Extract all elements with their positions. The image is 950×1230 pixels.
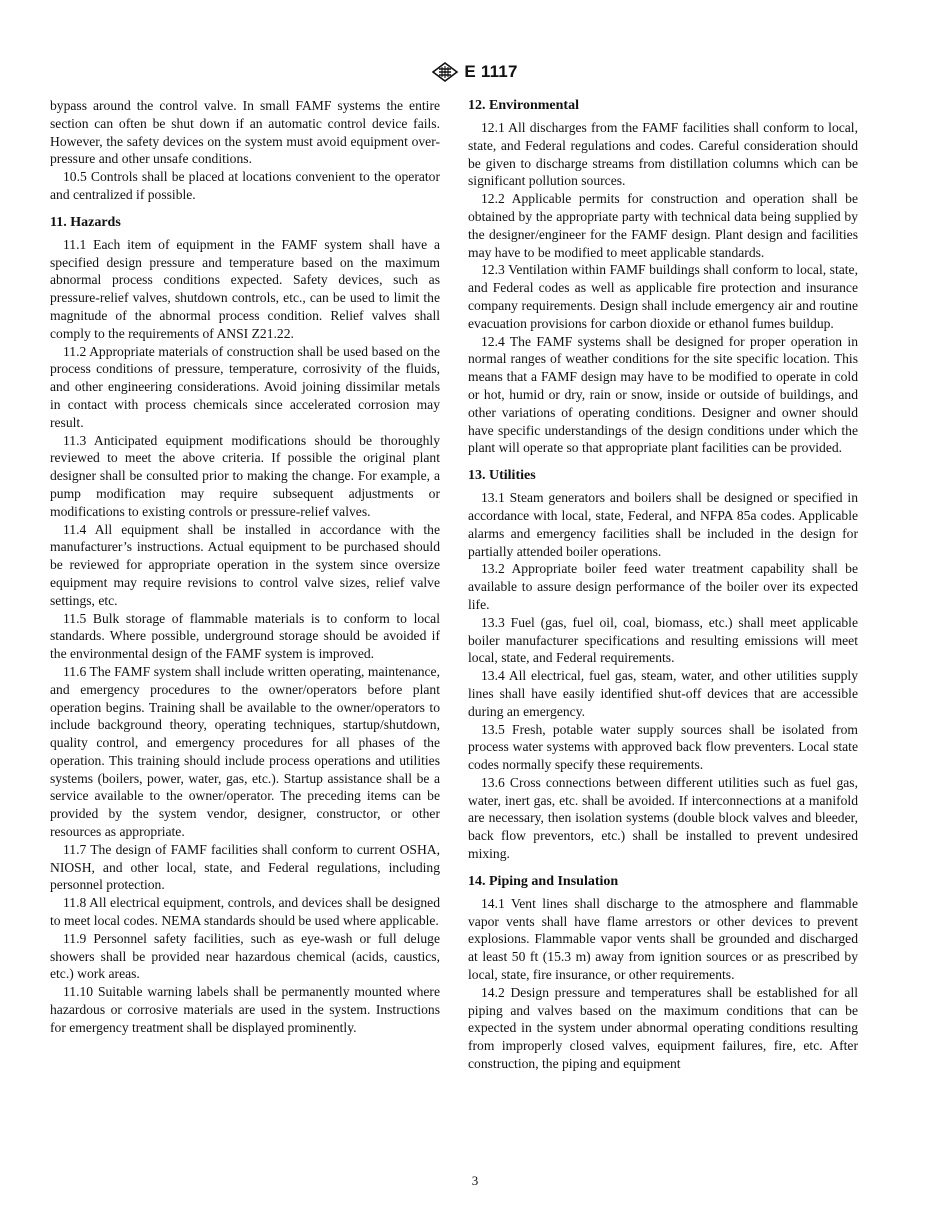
section-heading-13: 13. Utilities: [468, 468, 536, 484]
paragraph-13-6: 13.6 Cross connections between different utilities such as fuel gas, water, inert gas, etc. shall be avoided. If interconnections at a manifold are necessary, then isolation systems (double block valves and bleeder, back flow preventors, etc.) shall be installed to prevent undesired mixing.: [468, 774, 858, 862]
paragraph-bypass: bypass around the control valve. In small FAMF systems the entire section can often be shut down if an automatic control device fails. However, the safety devices on the system must avoid equipment over-pressure and other unsafe conditions.: [50, 98, 440, 167]
paragraph-11-4: 11.4 All equipment shall be installed in accordance with the manufacturer’s instructions. Actual equipment to be purchased should be reviewed for appropriate operation in the system since oversize equipment may require revisions to control valve sizes, relief valve settings, etc.: [50, 521, 440, 608]
paragraph-11-1: 11.1 Each item of equipment in the FAMF system shall have a specified design pressure and temperature based on the maximum abnormal process conditions expected. Safety devices, such as pressure-relief valves, shutdown controls, etc., can be used to limit the magnitude of the abnormal process condition. Relief valves shall comply to the requirements of ANSI Z21.22.: [50, 236, 440, 341]
paragraph-13-2: 13.2 Appropriate boiler feed water treatment capability shall be available to assure design performance of the boiler over its expected life.: [468, 561, 858, 612]
section-heading-12: 12. Environmental: [468, 98, 579, 113]
page-header: [0, 62, 950, 82]
paragraph-12-3: 12.3 Ventilation within FAMF buildings shall conform to local, state, and Federal codes as well as applicable fire protection and insurance company requirements. Design shall include emergency air and routine evacuation provisions for carbon dioxide or ethanol fumes buildup.: [468, 262, 858, 331]
paragraph-11-9: 11.9 Personnel safety facilities, such as eye-wash or full deluge showers shall be provided near hazardous chemical (acids, caustics, etc.) work areas.: [50, 930, 440, 982]
paragraph-13-3: 13.3 Fuel (gas, fuel oil, coal, biomass, etc.) shall meet applicable boiler manufacturer specifications and resulting emissions will meet local, state, and Federal requirements.: [468, 614, 858, 666]
paragraph-11-6: 11.6 The FAMF system shall include written operating, maintenance, and emergency procedures to the owner/operators before plant operation begins. Training shall be available to the owner/operators to include background theory, operating techniques, startup/shutdown, quality control, and emergency procedures for all phases of the operation. This training should include process operations and utilities systems (boilers, power, water, gas, etc.). Startup assistance shall be a service available to the owner/operator. The preceding items can be provided by the system vendor, designer, constructor, or other resources as appropriate.: [50, 663, 440, 840]
section-heading-14: 14. Piping and Insulation: [468, 873, 619, 889]
page-number: 3: [471, 1173, 479, 1188]
left-column: [50, 97, 440, 1037]
astm-logo-icon: [432, 62, 458, 82]
paragraph-14-1: 14.1 Vent lines shall discharge to the atmosphere and flammable vapor vents shall have flame arrestors or other devices to prevent explosions. Flammable vapor vents shall be grounded and discharged at least 50 ft (15.3 m) away from ignition sources or as prescribed by local, state, fire insurance, or other requirements.: [468, 895, 858, 983]
paragraph-11-10: 11.10 Suitable warning labels shall be permanently mounted where hazardous or corrosive materials are used in the system. Instructions for emergency treatment shall be displayed prominently.: [50, 984, 440, 1035]
paragraph-13-1: 13.1 Steam generators and boilers shall be designed or specified in accordance with local, state, Federal, and NFPA 85a codes. Applicable alarms and emergency facilities shall be included in the design for partially attended boiler operations.: [468, 490, 858, 559]
paragraph-13-5: 13.5 Fresh, potable water supply sources shall be isolated from process water systems with approved back flow preventers. Local state codes normally specify these requirements.: [468, 721, 858, 773]
document-id: E 1117: [464, 62, 518, 81]
paragraph-11-7: 11.7 The design of FAMF facilities shall conform to current OSHA, NIOSH, and other local, state, and Federal regulations, including personnel protection.: [50, 841, 440, 893]
paragraph-14-2: 14.2 Design pressure and temperatures shall be established for all piping and valves based on the maximum conditions that can be expected in the system under abnormal operating conditions resulting from improperly closed valves, equipment failures, fire, etc. After construction, the piping and equipment: [468, 984, 858, 1072]
paragraph-10-5: 10.5 Controls shall be placed at locations convenient to the operator and centralized if possible.: [50, 169, 440, 202]
section-heading-11: 11. Hazards: [50, 214, 121, 230]
right-column: [468, 97, 858, 1073]
paragraph-12-2: 12.2 Applicable permits for construction and operation shall be obtained by the appropriate party with technical data being supplied by the designer/engineer for the FAMF design. Plant design and facilities may have to be modified to meet applicable standards.: [468, 191, 858, 260]
paragraph-13-4: 13.4 All electrical, fuel gas, steam, water, and other utilities supply lines shall have easily identified shut-off devices that are accessible during an emergency.: [468, 668, 858, 719]
paragraph-11-2: 11.2 Appropriate materials of construction shall be used based on the process conditions of pressure, temperature, corrosivity of the fluids, and other engineering considerations. Avoid joining dissimilar metals in contact with process chemicals since accelerated corrosion may result.: [50, 343, 440, 430]
paragraph-12-4: 12.4 The FAMF systems shall be designed for proper operation in normal ranges of weather conditions for the site specific location. This means that a FAMF design may have to be modified to operate in cold or hot, humid or dry, rain or snow, inside or outside of buildings, and other variations of operating conditions. Designer and owner should have specific understandings of the design conditions under which the plant will operate so that appropriate plant facilities can be provided.: [468, 333, 858, 456]
paragraph-11-5: 11.5 Bulk storage of flammable materials is to conform to local standards. Where possible, underground storage should be avoided if the environmental design of the FAMF system is improved.: [50, 610, 440, 662]
paragraph-11-8: 11.8 All electrical equipment, controls, and devices shall be designed to meet local codes. NEMA standards should be used where applicable.: [50, 895, 440, 929]
paragraph-12-1: 12.1 All discharges from the FAMF facilities shall conform to local, state, and Federal regulations and codes. Careful consideration should be given to discharge streams from distillation columns which can be significant pollution sources.: [468, 120, 858, 189]
paragraph-11-3: 11.3 Anticipated equipment modifications should be thoroughly reviewed to meet the above criteria. If possible the original plant designer shall be consulted prior to making the change. For example, a pump modification may require subsequent adjustments or modifications to existing controls or pressure-relief valves.: [50, 432, 440, 519]
